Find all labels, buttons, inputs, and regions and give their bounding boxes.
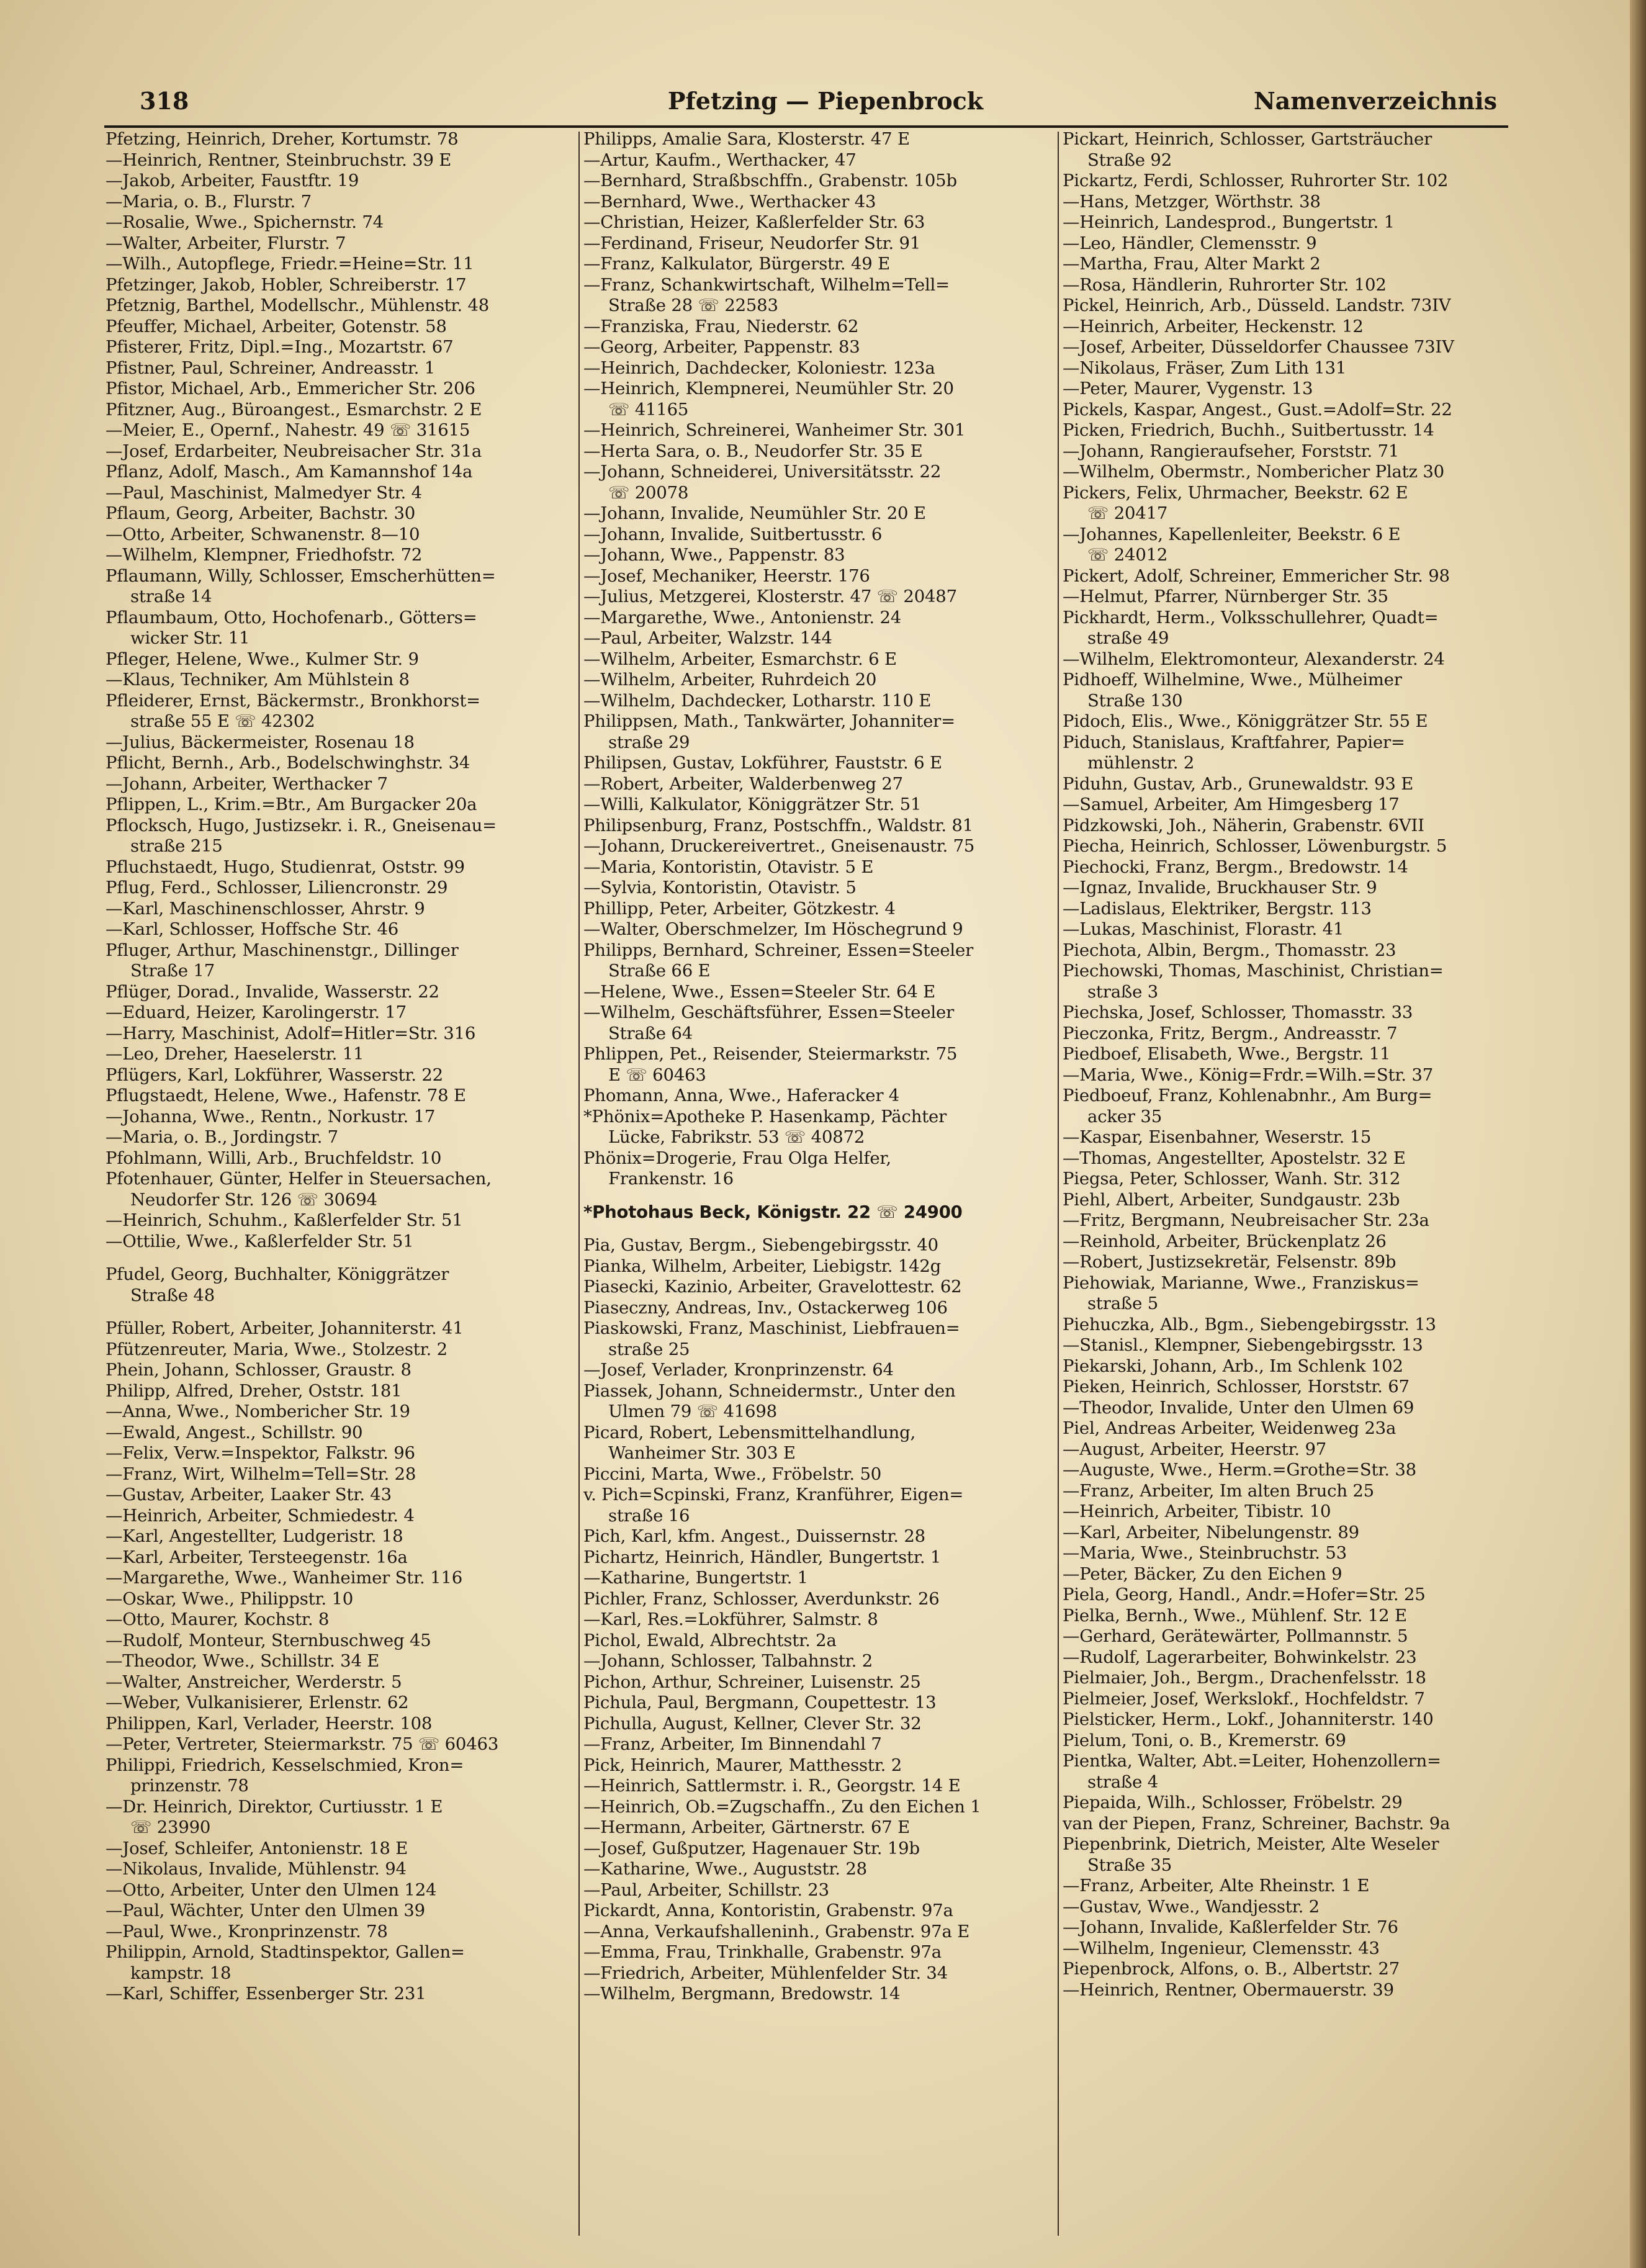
entry-continuation: Frankenstr. 16 bbox=[608, 1169, 734, 1189]
directory-entry: —Josef, Gußputzer, Hagenauer Str. 19b bbox=[583, 1838, 920, 1858]
directory-entry: —Herta Sara, o. B., Neudorfer Str. 35 E bbox=[583, 441, 923, 461]
directory-entry: Pickhardt, Herm., Volksschullehrer, Quadt= bbox=[1063, 607, 1439, 628]
directory-entry: —Karl, Res.=Lokführer, Salmstr. 8 bbox=[583, 1609, 878, 1629]
directory-entry: Pielsticker, Herm., Lokf., Johanniterstr. 140 bbox=[1063, 1709, 1434, 1729]
directory-entry: —Paul, Arbeiter, Walzstr. 144 bbox=[583, 628, 832, 648]
directory-entry: v. Pich=Scpinski, Franz, Kranführer, Eigen= bbox=[583, 1485, 964, 1505]
entry-continuation: ☏ 20417 bbox=[1087, 503, 1168, 523]
directory-entry: —Artur, Kaufm., Werthacker, 47 bbox=[583, 150, 857, 170]
directory-entry: —Julius, Metzgerei, Klosterstr. 47 ☏ 20487 bbox=[583, 587, 957, 606]
directory-entry: —Maria, o. B., Jordingstr. 7 bbox=[106, 1127, 338, 1147]
directory-entry: —Walter, Anstreicher, Werderstr. 5 bbox=[106, 1672, 402, 1692]
directory-entry: —Franz, Wirt, Wilhelm=Tell=Str. 28 bbox=[106, 1464, 416, 1484]
directory-entry: —Meier, E., Opernf., Nahestr. 49 ☏ 31615 bbox=[106, 420, 470, 440]
directory-entry: Philipsenburg, Franz, Postschffn., Waldstr. 81 bbox=[583, 815, 974, 835]
directory-entry: —Christian, Heizer, Kaßlerfelder Str. 63 bbox=[583, 212, 925, 232]
directory-entry: —Rosa, Händlerin, Ruhrorter Str. 102 bbox=[1063, 274, 1387, 295]
directory-entry: Philippi, Friedrich, Kesselschmied, Kron= bbox=[106, 1755, 464, 1775]
directory-entry: —Ewald, Angest., Schillstr. 90 bbox=[106, 1422, 363, 1442]
entry-continuation: E ☏ 60463 bbox=[608, 1064, 706, 1085]
column-1 bbox=[106, 129, 577, 2233]
entry-continuation: Lücke, Fabrikstr. 53 ☏ 40872 bbox=[608, 1127, 865, 1147]
directory-entry: Phein, Johann, Schlosser, Graustr. 8 bbox=[106, 1360, 412, 1380]
directory-entry: —Walter, Arbeiter, Flurstr. 7 bbox=[106, 233, 346, 253]
directory-entry: —Paul, Wächter, Unter den Ulmen 39 bbox=[106, 1901, 425, 1920]
directory-entry: —Karl, Schlosser, Hoffsche Str. 46 bbox=[106, 919, 399, 939]
directory-entry: —Nikolaus, Invalide, Mühlenstr. 94 bbox=[106, 1859, 407, 1879]
directory-entry: —Karl, Arbeiter, Tersteegenstr. 16a bbox=[106, 1547, 408, 1567]
directory-entry: —Harry, Maschinist, Adolf=Hitler=Str. 316 bbox=[106, 1023, 476, 1043]
directory-entry: Pflügers, Karl, Lokführer, Wasserstr. 22 bbox=[106, 1064, 443, 1085]
directory-entry: —Gustav, Arbeiter, Laaker Str. 43 bbox=[106, 1485, 392, 1505]
directory-entry: Pielmaier, Joh., Bergm., Drachenfelsstr. 18 bbox=[1063, 1668, 1426, 1688]
directory-entry: Pfudel, Georg, Buchhalter, Königgrätzer bbox=[106, 1264, 449, 1284]
entry-continuation: straße 5 bbox=[1087, 1294, 1158, 1313]
directory-entry: Picard, Robert, Lebensmittelhandlung, bbox=[583, 1422, 916, 1442]
directory-entry: —Dr. Heinrich, Direktor, Curtiusstr. 1 E bbox=[106, 1796, 443, 1817]
directory-entry: —Hans, Metzger, Wörthstr. 38 bbox=[1063, 191, 1321, 212]
directory-entry: Piepenbrink, Dietrich, Meister, Alte Weseler bbox=[1063, 1834, 1439, 1854]
directory-entry: —Rosalie, Wwe., Spichernstr. 74 bbox=[106, 212, 384, 232]
directory-entry: —Heinrich, Schuhm., Kaßlerfelder Str. 51 bbox=[106, 1210, 463, 1230]
directory-entry: Pichon, Arthur, Schreiner, Luisenstr. 25 bbox=[583, 1672, 921, 1692]
directory-entry: —Thomas, Angestellter, Apostelstr. 32 E bbox=[1063, 1148, 1406, 1168]
directory-entry: —Heinrich, Schreinerei, Wanheimer Str. 301 bbox=[583, 420, 966, 440]
entry-gap bbox=[583, 1223, 1055, 1235]
directory-entry: —Maria, Wwe., Steinbruchstr. 53 bbox=[1063, 1543, 1347, 1563]
entry-continuation: straße 55 E ☏ 42302 bbox=[130, 711, 315, 731]
directory-entry: —Otto, Arbeiter, Unter den Ulmen 124 bbox=[106, 1879, 437, 1900]
directory-entry: —Margarethe, Wwe., Antonienstr. 24 bbox=[583, 607, 902, 628]
directory-entry: Pfohlmann, Willi, Arb., Bruchfeldstr. 10 bbox=[106, 1148, 442, 1168]
directory-entry: Philippsen, Math., Tankwärter, Johanniter= bbox=[583, 711, 955, 731]
directory-entry: —Ladislaus, Elektriker, Bergstr. 113 bbox=[1063, 898, 1372, 919]
directory-entry: —Felix, Verw.=Inspektor, Falkstr. 96 bbox=[106, 1443, 415, 1463]
directory-entry: Pichulla, August, Kellner, Clever Str. 32 bbox=[583, 1713, 922, 1734]
directory-entry: —Johann, Rangieraufseher, Forststr. 71 bbox=[1063, 441, 1400, 461]
directory-entry: Pfüller, Robert, Arbeiter, Johanniterstr. 41 bbox=[106, 1318, 464, 1338]
directory-entry: Pielka, Bernh., Wwe., Mühlenf. Str. 12 E bbox=[1063, 1605, 1407, 1626]
directory-entry: —Theodor, Wwe., Schillstr. 34 E bbox=[106, 1651, 380, 1671]
page-number: 318 bbox=[140, 87, 189, 115]
entry-continuation: Straße 28 ☏ 22583 bbox=[608, 295, 778, 315]
directory-entry: Piecha, Heinrich, Schlosser, Löwenburgstr. 5 bbox=[1063, 836, 1447, 856]
directory-entry: Piedboeuf, Franz, Kohlenabnhr., Am Burg= bbox=[1063, 1086, 1432, 1105]
directory-entry: —Samuel, Arbeiter, Am Himgesberg 17 bbox=[1063, 794, 1400, 814]
directory-entry: —Johann, Invalide, Kaßlerfelder Str. 76 bbox=[1063, 1917, 1398, 1937]
directory-entry: Pfluchstaedt, Hugo, Studienrat, Oststr. 99 bbox=[106, 857, 465, 877]
directory-entry: —Katharine, Wwe., Auguststr. 28 bbox=[583, 1859, 867, 1879]
directory-entry: Philipsen, Gustav, Lokführer, Fauststr. 6 E bbox=[583, 753, 942, 773]
entry-continuation: prinzenstr. 78 bbox=[130, 1776, 249, 1796]
column-2 bbox=[583, 129, 1055, 2233]
directory-entry: Pientka, Walter, Abt.=Leiter, Hohenzollern= bbox=[1063, 1751, 1441, 1771]
directory-entry: Pieken, Heinrich, Schlosser, Horststr. 67 bbox=[1063, 1377, 1410, 1397]
directory-entry: Pflaumbaum, Otto, Hochofenarb., Götters= bbox=[106, 607, 477, 628]
directory-entry: —Heinrich, Klempnerei, Neumühler Str. 20 bbox=[583, 379, 954, 398]
directory-entry: —Nikolaus, Fräser, Zum Lith 131 bbox=[1063, 358, 1347, 378]
directory-entry: —Julius, Bäckermeister, Rosenau 18 bbox=[106, 732, 415, 752]
directory-entry: —Auguste, Wwe., Herm.=Grothe=Str. 38 bbox=[1063, 1460, 1416, 1480]
directory-entry: Piekarski, Johann, Arb., Im Schlenk 102 bbox=[1063, 1356, 1403, 1376]
directory-entry: —Paul, Arbeiter, Schillstr. 23 bbox=[583, 1879, 829, 1900]
directory-entry: —Ottilie, Wwe., Kaßlerfelder Str. 51 bbox=[106, 1231, 414, 1251]
directory-entry: —Josef, Verlader, Kronprinzenstr. 64 bbox=[583, 1360, 894, 1380]
directory-entry: —Hermann, Arbeiter, Gärtnerstr. 67 E bbox=[583, 1817, 910, 1837]
directory-entry: Pflaum, Georg, Arbeiter, Bachstr. 30 bbox=[106, 503, 416, 523]
directory-entry: Pickardt, Anna, Kontoristin, Grabenstr. 97a bbox=[583, 1901, 953, 1920]
directory-entry: —Peter, Maurer, Vygenstr. 13 bbox=[1063, 379, 1313, 398]
directory-entry: Pidhoeff, Wilhelmine, Wwe., Mülheimer bbox=[1063, 670, 1402, 690]
directory-entry: Pfisterer, Fritz, Dipl.=Ing., Mozartstr. 67 bbox=[106, 337, 454, 357]
directory-entry: —Johann, Invalide, Neumühler Str. 20 E bbox=[583, 503, 926, 523]
directory-entry: Piasecki, Kazinio, Arbeiter, Gravelottestr. 62 bbox=[583, 1277, 962, 1297]
directory-entry: —Reinhold, Arbeiter, Brückenplatz 26 bbox=[1063, 1231, 1387, 1251]
directory-entry: —Wilhelm, Bergmann, Bredowstr. 14 bbox=[583, 1984, 901, 2004]
directory-entry: —Emma, Frau, Trinkhalle, Grabenstr. 97a bbox=[583, 1942, 942, 1962]
directory-entry: Piechowski, Thomas, Maschinist, Christian= bbox=[1063, 961, 1444, 981]
directory-entry: Pichler, Franz, Schlosser, Averdunkstr. 26 bbox=[583, 1588, 940, 1609]
directory-entry: Pidzkowski, Joh., Näherin, Grabenstr. 6VII bbox=[1063, 815, 1424, 835]
directory-entry: Phillipp, Peter, Arbeiter, Götzkestr. 4 bbox=[583, 898, 896, 919]
directory-entry: —Heinrich, Sattlermstr. i. R., Georgstr. 14 E bbox=[583, 1776, 961, 1796]
entry-continuation: straße 4 bbox=[1087, 1771, 1158, 1792]
entry-continuation: Straße 64 bbox=[608, 1023, 693, 1043]
directory-entry: —Maria, o. B., Flurstr. 7 bbox=[106, 191, 312, 212]
advertisement-entry: *Photohaus Beck, Königstr. 22 ☏ 24900 bbox=[583, 1202, 963, 1222]
directory-entry: *Phönix=Apotheke P. Hasenkamp, Pächter bbox=[583, 1106, 947, 1127]
directory-entry: Piegsa, Peter, Schlosser, Wanh. Str. 312 bbox=[1063, 1169, 1401, 1189]
directory-entry: Pfistner, Paul, Schreiner, Andreasstr. 1 bbox=[106, 358, 436, 378]
entry-continuation: ☏ 23990 bbox=[130, 1817, 211, 1837]
directory-entry: —Lukas, Maschinist, Florastr. 41 bbox=[1063, 919, 1344, 939]
directory-entry: Pickart, Heinrich, Schlosser, Gartsträucher bbox=[1063, 129, 1432, 149]
entry-continuation: Wanheimer Str. 303 E bbox=[608, 1443, 796, 1463]
directory-entry: Phomann, Anna, Wwe., Haferacker 4 bbox=[583, 1086, 900, 1105]
directory-entry: —Bernhard, Wwe., Werthacker 43 bbox=[583, 191, 876, 212]
directory-entry: —Wilhelm, Elektromonteur, Alexanderstr. 24 bbox=[1063, 649, 1445, 669]
directory-entry: —Otto, Maurer, Kochstr. 8 bbox=[106, 1609, 330, 1629]
directory-entry: Philipps, Amalie Sara, Klosterstr. 47 E bbox=[583, 129, 910, 149]
directory-entry: —Franz, Arbeiter, Alte Rheinstr. 1 E bbox=[1063, 1876, 1370, 1896]
directory-entry: —Johann, Wwe., Pappenstr. 83 bbox=[583, 545, 845, 565]
directory-entry: Pichartz, Heinrich, Händler, Bungertstr. 1 bbox=[583, 1547, 942, 1567]
directory-entry: Pfotenhauer, Günter, Helfer in Steuersachen, bbox=[106, 1169, 492, 1189]
directory-entry: —Heinrich, Dachdecker, Koloniestr. 123a bbox=[583, 358, 935, 378]
directory-entry: —Karl, Schiffer, Essenberger Str. 231 bbox=[106, 1984, 426, 2004]
directory-entry: —Robert, Arbeiter, Walderbenweg 27 bbox=[583, 773, 903, 794]
directory-entry: —Karl, Angestellter, Ludgeristr. 18 bbox=[106, 1526, 403, 1546]
directory-entry: Piela, Georg, Handl., Andr.=Hofer=Str. 25 bbox=[1063, 1585, 1426, 1604]
directory-entry: —Josef, Erdarbeiter, Neubreisacher Str. 31a bbox=[106, 441, 482, 461]
directory-entry: —Heinrich, Ob.=Zugschaffn., Zu den Eichen 1 bbox=[583, 1796, 981, 1817]
directory-entry: Piaseczny, Andreas, Inv., Ostackerweg 106 bbox=[583, 1297, 948, 1318]
directory-entry: Pflanz, Adolf, Masch., Am Kamannshof 14a bbox=[106, 462, 473, 482]
directory-entry: Pfetznig, Barthel, Modellschr., Mühlenstr. 48 bbox=[106, 295, 490, 315]
directory-entry: —Maria, Wwe., König=Frdr.=Wilh.=Str. 37 bbox=[1063, 1064, 1433, 1085]
entry-continuation: kampstr. 18 bbox=[130, 1963, 232, 1983]
entry-continuation: straße 29 bbox=[608, 732, 690, 752]
entry-continuation: straße 49 bbox=[1087, 628, 1169, 648]
column-3 bbox=[1063, 129, 1534, 2233]
directory-entry: Pielum, Toni, o. B., Kremerstr. 69 bbox=[1063, 1730, 1346, 1750]
directory-entry: Piechocki, Franz, Bergm., Bredowstr. 14 bbox=[1063, 857, 1408, 877]
directory-entry: Piehuczka, Alb., Bgm., Siebengebirgsstr. 13 bbox=[1063, 1314, 1436, 1334]
directory-entry: —Johann, Schlosser, Talbahnstr. 2 bbox=[583, 1651, 873, 1671]
directory-entry: Pflocksch, Hugo, Justizsekr. i. R., Gneisenau= bbox=[106, 815, 497, 835]
directory-entry: —Wilhelm, Geschäftsführer, Essen=Steeler bbox=[583, 1002, 955, 1022]
directory-entry: Pich, Karl, kfm. Angest., Duissernstr. 28 bbox=[583, 1526, 925, 1546]
directory-entry: —Willi, Kalkulator, Königgrätzer Str. 51 bbox=[583, 794, 922, 814]
directory-entry: Pfetzinger, Jakob, Hobler, Schreiberstr. 17 bbox=[106, 274, 467, 295]
directory-entry: —Josef, Mechaniker, Heerstr. 176 bbox=[583, 565, 870, 586]
directory-entry: —Maria, Kontoristin, Otavistr. 5 E bbox=[583, 857, 874, 877]
directory-entry: —August, Arbeiter, Heerstr. 97 bbox=[1063, 1439, 1327, 1459]
directory-entry: —Helmut, Pfarrer, Nürnberger Str. 35 bbox=[1063, 587, 1388, 606]
directory-entry: —Paul, Maschinist, Malmedyer Str. 4 bbox=[106, 482, 422, 503]
entry-continuation: Neudorfer Str. 126 ☏ 30694 bbox=[130, 1189, 377, 1210]
directory-entry: Pflüger, Dorad., Invalide, Wasserstr. 22 bbox=[106, 981, 439, 1002]
entry-continuation: straße 215 bbox=[130, 836, 223, 856]
directory-entry: —Wilhelm, Arbeiter, Esmarchstr. 6 E bbox=[583, 649, 897, 669]
entry-continuation: ☏ 24012 bbox=[1087, 545, 1168, 565]
directory-entry: Piduch, Stanislaus, Kraftfahrer, Papier= bbox=[1063, 732, 1405, 752]
directory-entry: Piechska, Josef, Schlosser, Thomasstr. 33 bbox=[1063, 1002, 1413, 1022]
directory-entry: —Ferdinand, Friseur, Neudorfer Str. 91 bbox=[583, 233, 921, 253]
directory-entry: —Eduard, Heizer, Karolingerstr. 17 bbox=[106, 1002, 407, 1022]
directory-entry: Pfluger, Arthur, Maschinenstgr., Dillinger bbox=[106, 940, 459, 960]
directory-entry: —Otto, Arbeiter, Schwanenstr. 8—10 bbox=[106, 524, 420, 544]
directory-entry: —Johann, Druckereivertret., Gneisenaustr. 75 bbox=[583, 836, 975, 856]
directory-entry: —Heinrich, Arbeiter, Schmiedestr. 4 bbox=[106, 1505, 415, 1526]
directory-entry: Piechota, Albin, Bergm., Thomasstr. 23 bbox=[1063, 940, 1396, 960]
directory-entry: —Friedrich, Arbeiter, Mühlenfelder Str. 34 bbox=[583, 1963, 948, 1983]
directory-entry: —Johann, Schneiderei, Universitätsstr. 22 bbox=[583, 462, 942, 482]
directory-entry: Phönix=Drogerie, Frau Olga Helfer, bbox=[583, 1148, 891, 1168]
directory-entry: —Anna, Wwe., Nombericher Str. 19 bbox=[106, 1402, 410, 1421]
directory-entry: —Franziska, Frau, Niederstr. 62 bbox=[583, 316, 859, 336]
directory-entry: —Heinrich, Arbeiter, Heckenstr. 12 bbox=[1063, 316, 1364, 336]
directory-entry: —Heinrich, Landesprod., Bungertstr. 1 bbox=[1063, 212, 1395, 232]
directory-entry: —Helene, Wwe., Essen=Steeler Str. 64 E bbox=[583, 981, 936, 1002]
directory-entry: —Wilh., Autopflege, Friedr.=Heine=Str. 11 bbox=[106, 254, 474, 274]
directory-entry: —Fritz, Bergmann, Neubreisacher Str. 23a bbox=[1063, 1210, 1429, 1230]
running-title: Pfetzing — Piepenbrock bbox=[667, 87, 984, 115]
entry-continuation: mühlenstr. 2 bbox=[1087, 753, 1195, 773]
directory-entry: Pickel, Heinrich, Arb., Düsseld. Landstr. 73IV bbox=[1063, 295, 1451, 315]
directory-entry: Pielmeier, Josef, Werkslokf., Hochfeldstr. 7 bbox=[1063, 1688, 1425, 1709]
directory-entry: Pichol, Ewald, Albrechtstr. 2a bbox=[583, 1630, 837, 1650]
directory-entry: Pflippen, L., Krim.=Btr., Am Burgacker 20a bbox=[106, 794, 477, 814]
header-rule bbox=[104, 125, 1508, 128]
directory-entry: —Paul, Wwe., Kronprinzenstr. 78 bbox=[106, 1921, 388, 1942]
entry-continuation: Ulmen 79 ☏ 41698 bbox=[608, 1402, 777, 1421]
directory-entry: Pflaumann, Willy, Schlosser, Emscherhütten= bbox=[106, 565, 496, 586]
directory-entry: —Rudolf, Lagerarbeiter, Bohwinkelstr. 23 bbox=[1063, 1647, 1417, 1667]
entry-continuation: Straße 17 bbox=[130, 961, 215, 981]
directory-entry: —Gerhard, Gerätewärter, Pollmannstr. 5 bbox=[1063, 1626, 1408, 1646]
directory-entry: Pickartz, Ferdi, Schlosser, Ruhrorter Str. 102 bbox=[1063, 171, 1449, 191]
directory-entry: —Johanna, Wwe., Rentn., Norkustr. 17 bbox=[106, 1106, 436, 1127]
directory-entry: Piel, Andreas Arbeiter, Weidenweg 23a bbox=[1063, 1418, 1396, 1438]
directory-entry: Piaskowski, Franz, Maschinist, Liebfrauen= bbox=[583, 1318, 960, 1338]
directory-entry: Pieczonka, Fritz, Bergm., Andreasstr. 7 bbox=[1063, 1023, 1398, 1043]
directory-entry: —Josef, Schleifer, Antonienstr. 18 E bbox=[106, 1838, 408, 1858]
entry-continuation: straße 16 bbox=[608, 1505, 690, 1526]
directory-entry: —Leo, Händler, Clemensstr. 9 bbox=[1063, 233, 1317, 253]
directory-entry: —Peter, Vertreter, Steiermarkstr. 75 ☏ 60463 bbox=[106, 1734, 499, 1754]
directory-entry: —Sylvia, Kontoristin, Otavistr. 5 bbox=[583, 878, 857, 898]
directory-entry: Pickert, Adolf, Schreiner, Emmericher Str. 98 bbox=[1063, 565, 1450, 586]
entry-continuation: straße 3 bbox=[1087, 981, 1158, 1002]
directory-entry: —Bernhard, Straßbschffn., Grabenstr. 105b bbox=[583, 171, 957, 191]
directory-entry: —Leo, Dreher, Haeselerstr. 11 bbox=[106, 1044, 364, 1064]
directory-entry: Philippin, Arnold, Stadtinspektor, Gallen= bbox=[106, 1942, 465, 1962]
directory-entry: —Ignaz, Invalide, Bruckhauser Str. 9 bbox=[1063, 878, 1377, 898]
directory-entry: —Theodor, Invalide, Unter den Ulmen 69 bbox=[1063, 1397, 1414, 1418]
directory-entry: Pfleiderer, Ernst, Bäckermstr., Bronkhorst= bbox=[106, 690, 481, 711]
directory-entry: —Karl, Maschinenschlosser, Ahrstr. 9 bbox=[106, 898, 425, 919]
directory-entry: Piehl, Albert, Arbeiter, Sundgaustr. 23b bbox=[1063, 1189, 1400, 1210]
directory-entry: —Klaus, Techniker, Am Mühlstein 8 bbox=[106, 670, 410, 690]
directory-entry: —Franz, Kalkulator, Bürgerstr. 49 E bbox=[583, 254, 890, 274]
directory-entry: Piccini, Marta, Wwe., Fröbelstr. 50 bbox=[583, 1464, 882, 1484]
directory-entry: Philippen, Karl, Verlader, Heerstr. 108 bbox=[106, 1713, 433, 1734]
entry-continuation: Straße 35 bbox=[1087, 1855, 1172, 1875]
directory-entry: —Heinrich, Rentner, Steinbruchstr. 39 E bbox=[106, 150, 452, 170]
entry-continuation: straße 14 bbox=[130, 587, 212, 606]
directory-entry: Pflugstaedt, Helene, Wwe., Hafenstr. 78 E bbox=[106, 1086, 466, 1105]
entry-gap bbox=[106, 1252, 577, 1264]
directory-entry: Pfützenreuter, Maria, Wwe., Stolzestr. 2 bbox=[106, 1339, 447, 1359]
directory-entry: Pickers, Felix, Uhrmacher, Beekstr. 62 E bbox=[1063, 482, 1408, 503]
directory-entry: Picken, Friedrich, Buchh., Suitbertusstr. 14 bbox=[1063, 420, 1434, 440]
directory-entry: —Rudolf, Monteur, Sternbuschweg 45 bbox=[106, 1630, 431, 1650]
directory-entry: Pickels, Kaspar, Angest., Gust.=Adolf=Str. 22 bbox=[1063, 399, 1452, 420]
directory-entry: Pfetzing, Heinrich, Dreher, Kortumstr. 78 bbox=[106, 129, 459, 149]
section-title: Namenverzeichnis bbox=[1253, 87, 1497, 115]
directory-entry: —Stanisl., Klempner, Siebengebirgsstr. 13 bbox=[1063, 1335, 1423, 1355]
column-divider bbox=[1058, 132, 1059, 2236]
entry-continuation: wicker Str. 11 bbox=[130, 628, 250, 648]
directory-entry: Pidoch, Elis., Wwe., Königgrätzer Str. 55 E bbox=[1063, 711, 1428, 731]
directory-entry: —Walter, Oberschmelzer, Im Höschegrund 9 bbox=[583, 919, 963, 939]
directory-entry: Piepaida, Wilh., Schlosser, Fröbelstr. 29 bbox=[1063, 1793, 1403, 1812]
entry-continuation: Straße 66 E bbox=[608, 961, 711, 981]
entry-continuation: acker 35 bbox=[1087, 1106, 1163, 1127]
column-divider bbox=[578, 132, 580, 2236]
directory-entry: —Kaspar, Eisenbahner, Weserstr. 15 bbox=[1063, 1127, 1372, 1147]
directory-entry: —Josef, Arbeiter, Düsseldorfer Chaussee 73IV bbox=[1063, 337, 1454, 357]
directory-entry: Pfleger, Helene, Wwe., Kulmer Str. 9 bbox=[106, 649, 419, 669]
entry-continuation: Straße 48 bbox=[130, 1285, 215, 1305]
entry-continuation: ☏ 20078 bbox=[608, 482, 689, 503]
directory-entry: Pfistor, Michael, Arb., Emmericher Str. 206 bbox=[106, 379, 475, 398]
directory-entry: —Jakob, Arbeiter, Faustftr. 19 bbox=[106, 171, 359, 191]
directory-entry: —Heinrich, Rentner, Obermauerstr. 39 bbox=[1063, 1979, 1394, 2000]
directory-entry: —Franz, Schankwirtschaft, Wilhelm=Tell= bbox=[583, 274, 950, 295]
directory-entry: Pfeuffer, Michael, Arbeiter, Gotenstr. 58 bbox=[106, 316, 447, 336]
directory-entry: —Katharine, Bungertstr. 1 bbox=[583, 1568, 808, 1588]
directory-entry: —Wilhelm, Klempner, Friedhofstr. 72 bbox=[106, 545, 423, 565]
entry-continuation: Straße 92 bbox=[1087, 150, 1172, 170]
directory-entry: Piehowiak, Marianne, Wwe., Franziskus= bbox=[1063, 1272, 1419, 1293]
entry-continuation: ☏ 41165 bbox=[608, 399, 689, 420]
directory-entry: Phlippen, Pet., Reisender, Steiermarkstr. 75 bbox=[583, 1044, 958, 1064]
directory-entry: —Wilhelm, Ingenieur, Clemensstr. 43 bbox=[1063, 1938, 1380, 1958]
directory-entry: —Robert, Justizsekretär, Felsenstr. 89b bbox=[1063, 1252, 1396, 1272]
directory-entry: Pflug, Ferd., Schlosser, Liliencronstr. 29 bbox=[106, 878, 448, 898]
entry-gap bbox=[106, 1306, 577, 1318]
directory-entry: —Gustav, Wwe., Wandjesstr. 2 bbox=[1063, 1896, 1320, 1917]
directory-entry: —Weber, Vulkanisierer, Erlenstr. 62 bbox=[106, 1693, 409, 1712]
directory-entry: —Franz, Arbeiter, Im alten Bruch 25 bbox=[1063, 1480, 1374, 1501]
directory-entry: Piepenbrock, Alfons, o. B., Albertstr. 27 bbox=[1063, 1959, 1400, 1979]
directory-entry: —Margarethe, Wwe., Wanheimer Str. 116 bbox=[106, 1568, 463, 1588]
directory-entry: Philipp, Alfred, Dreher, Oststr. 181 bbox=[106, 1380, 402, 1401]
directory-entry: van der Piepen, Franz, Schreiner, Bachstr. 9a bbox=[1063, 1813, 1450, 1834]
directory-entry: Pia, Gustav, Bergm., Siebengebirgsstr. 40 bbox=[583, 1235, 938, 1255]
directory-entry: Pichula, Paul, Bergmann, Coupettestr. 13 bbox=[583, 1693, 937, 1712]
directory-entry: Philipps, Bernhard, Schreiner, Essen=Steeler bbox=[583, 940, 974, 960]
directory-entry: —Wilhelm, Obermstr., Nombericher Platz 30 bbox=[1063, 462, 1444, 482]
directory-entry: Pick, Heinrich, Maurer, Matthesstr. 2 bbox=[583, 1755, 902, 1775]
directory-entry: —Johannes, Kapellenleiter, Beekstr. 6 E bbox=[1063, 524, 1401, 544]
directory-entry: —Anna, Verkaufshalleninh., Grabenstr. 97a E bbox=[583, 1921, 970, 1942]
entry-continuation: Straße 130 bbox=[1087, 690, 1183, 711]
directory-entry: Piedboef, Elisabeth, Wwe., Bergstr. 11 bbox=[1063, 1044, 1391, 1064]
directory-entry: —Wilhelm, Arbeiter, Ruhrdeich 20 bbox=[583, 670, 877, 690]
directory-entry: Piduhn, Gustav, Arb., Grunewaldstr. 93 E bbox=[1063, 773, 1414, 794]
directory-entry: —Heinrich, Arbeiter, Tibistr. 10 bbox=[1063, 1501, 1331, 1521]
directory-entry: Pflicht, Bernh., Arb., Bodelschwinghstr. 34 bbox=[106, 753, 470, 773]
directory-entry: —Martha, Frau, Alter Markt 2 bbox=[1063, 254, 1321, 274]
directory-entry: —Johann, Invalide, Suitbertusstr. 6 bbox=[583, 524, 883, 544]
directory-entry: —Peter, Bäcker, Zu den Eichen 9 bbox=[1063, 1564, 1342, 1584]
directory-entry: Piassek, Johann, Schneidermstr., Unter den bbox=[583, 1380, 956, 1401]
entry-gap bbox=[583, 1190, 1055, 1202]
directory-entry: —Wilhelm, Dachdecker, Lotharstr. 110 E bbox=[583, 690, 932, 711]
directory-entry: Pfitzner, Aug., Büroangest., Esmarchstr. 2 E bbox=[106, 399, 482, 420]
page-binding-edge bbox=[1630, 0, 1646, 2268]
directory-entry: —Karl, Arbeiter, Nibelungenstr. 89 bbox=[1063, 1522, 1359, 1542]
entry-continuation: straße 25 bbox=[608, 1339, 690, 1359]
directory-entry: —Georg, Arbeiter, Pappenstr. 83 bbox=[583, 337, 860, 357]
directory-entry: —Oskar, Wwe., Philippstr. 10 bbox=[106, 1588, 354, 1609]
directory-entry: —Johann, Arbeiter, Werthacker 7 bbox=[106, 773, 388, 794]
directory-entry: Pianka, Wilhelm, Arbeiter, Liebigstr. 142g bbox=[583, 1256, 942, 1276]
directory-entry: —Franz, Arbeiter, Im Binnendahl 7 bbox=[583, 1734, 882, 1754]
